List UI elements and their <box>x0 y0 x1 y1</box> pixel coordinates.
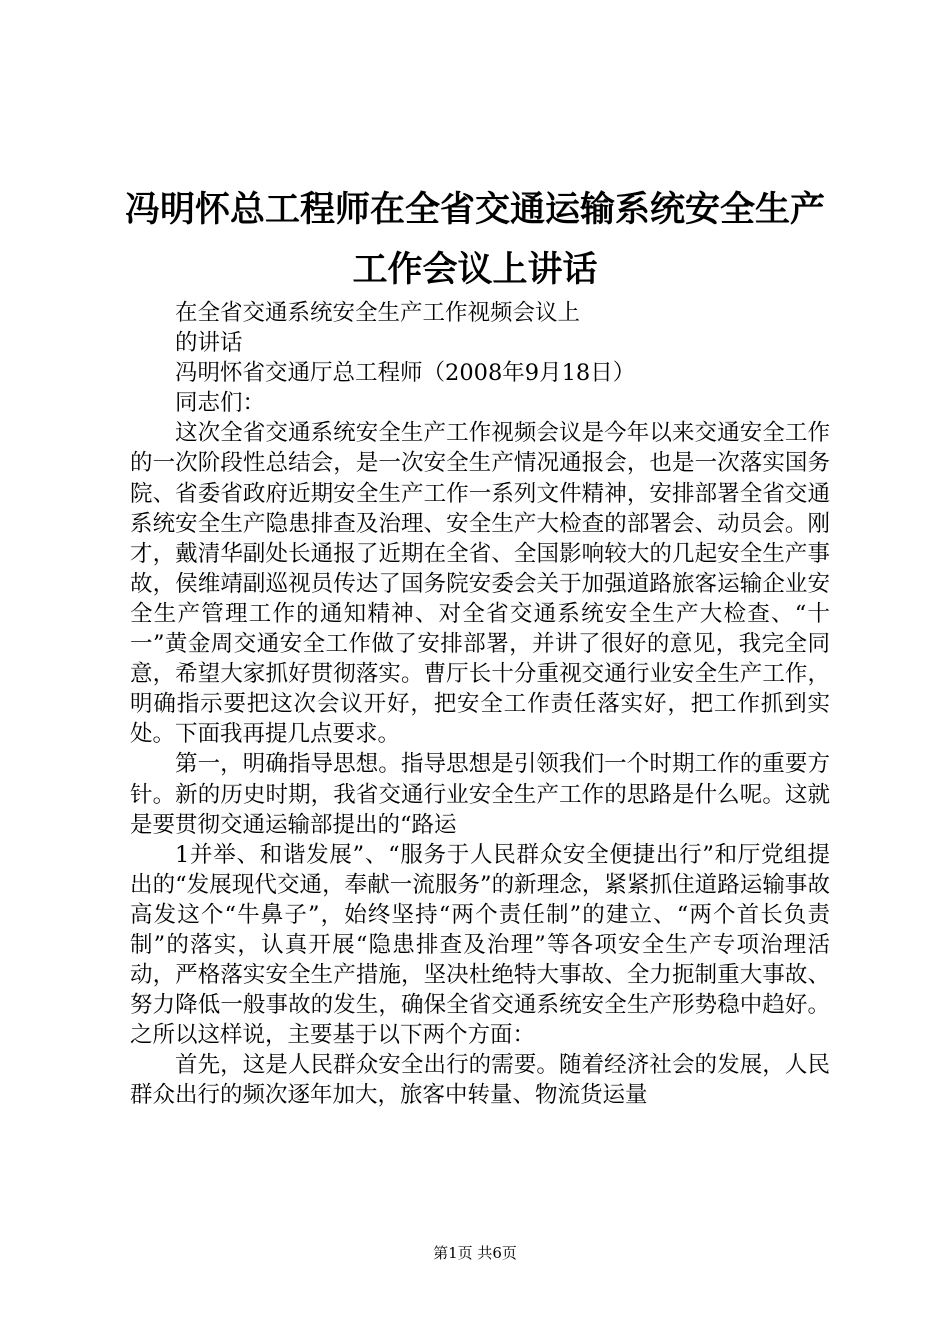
paragraph: 1并举、和谐发展”、“服务于人民群众安全便捷出行”和厅党组提出的“发展现代交通，奉献一流服务”的新理念，紧紧抓住道路运输事故高发这个“牛鼻子”，始终坚持“两个责任制”的建立、“两个首长负责制”的落实，认真开展“隐患排查及治理”等各项安全生产专项治理活动，严格落实安全生产措施，坚决杜绝特大事故、全力扼制重大事故、努力降低一般事故的发生，确保全省交通系统安全生产形势稳中趋好。之所以这样说，主要基于以下两个方面： <box>130 841 830 1049</box>
page-number-footer: 第1页 共6页 <box>433 1244 517 1262</box>
document-title-line2: 工作会议上讲话 <box>352 250 598 290</box>
subtitle-line1: 在全省交通系统安全生产工作视频会议上 <box>175 300 581 326</box>
paragraph: 第一，明确指导思想。指导思想是引领我们一个时期工作的重要方针。新的历史时期，我省交通行业安全生产工作的思路是什么呢。这就是要贯彻交通运输部提出的“路运 <box>130 751 830 838</box>
subtitle-line2: 的讲话 <box>175 330 243 357</box>
paragraph: 首先，这是人民群众安全出行的需要。随着经济社会的发展，人民群众出行的频次逐年加大，旅客中转量、物流货运量 <box>130 1052 830 1109</box>
salutation: 同志们： <box>175 390 266 417</box>
document-body <box>130 298 830 1111</box>
document-title-line1: 冯明怀总工程师在全省交通运输系统安全生产 <box>124 190 825 230</box>
paragraph: 这次全省交通系统安全生产工作视频会议是今年以来交通安全工作的一次阶段性总结会，是一次安全生产情况通报会，也是一次落实国务院、省委省政府近期安全生产工作一系列文件精神，安排部署全省交通系统安全生产隐患排查及治理、安全生产大检查的部署会、动员会。刚才，戴清华副处长通报了近期在全省、全国影响较大的几起安全生产事故，侯维靖副巡视员传达了国务院安委会关于加强道路旅客运输企业安全生产管理工作的通知精神、对全省交通系统安全生产大检查、“十一”黄金周交通安全工作做了安排部署，并讲了很好的意见，我完全同意，希望大家抓好贯彻落实。曹厅长十分重视交通行业安全生产工作，明确指示要把这次会议开好，把安全工作责任落实好，把工作抓到实处。下面我再提几点要求。 <box>130 420 830 748</box>
speaker-line: 冯明怀省交通厅总工程师（2008年9月18日） <box>175 360 636 387</box>
